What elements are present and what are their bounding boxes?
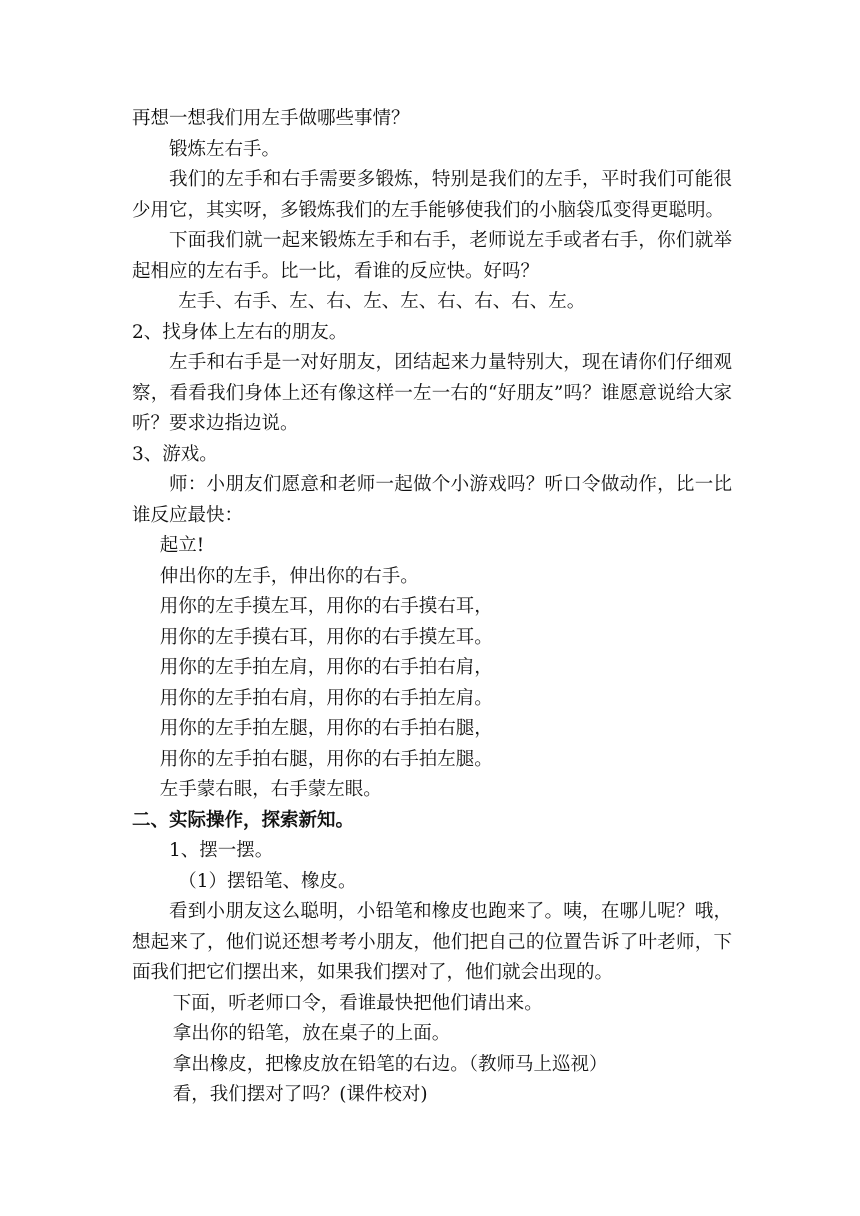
- paragraph-2: 锻炼左右手。: [169, 138, 281, 160]
- paragraph-12: 用你的左手摸左耳，用你的右手摸右耳，: [159, 596, 493, 617]
- paragraph-6: 2、找身体上左右的朋友。: [132, 321, 348, 343]
- paragraph-20: 1、摆一摆。: [169, 840, 274, 861]
- paragraph-1: 再想一想我们用左手做哪些事情？: [132, 108, 410, 129]
- paragraph-9: 师：小朋友们愿意和老师一起做个小游戏吗？听口令做动作，比一比谁反应最快：: [132, 474, 732, 526]
- paragraph-10: 起立!: [159, 535, 205, 556]
- paragraph-22: 看到小朋友这么聪明，小铅笔和橡皮也跑来了。咦，在哪儿呢？哦，想起来了，他们说还想考考小朋友，他们把自己的位置告诉了叶老师，下面我们把它们摆出来，如果我们摆对了，他们就会出现的。: [132, 901, 732, 983]
- paragraph-8: 3、游戏。: [132, 443, 218, 465]
- paragraph-15: 用你的左手拍右肩，用你的右手拍左肩。: [159, 687, 493, 709]
- section-heading: 二、实际操作，探索新知。: [132, 809, 355, 831]
- paragraph-21: （1）摆铅笔、橡皮。: [178, 870, 357, 892]
- paragraph-24: 拿出你的铅笔，放在桌子的上面。: [172, 1023, 451, 1044]
- paragraph-5: 左手、右手、左、右、左、左、右、右、右、左。: [178, 291, 586, 312]
- paragraph-11: 伸出你的左手，伸出你的右手。: [159, 565, 419, 587]
- paragraph-7: 左手和右手是一对好朋友，团结起来力量特别大，现在请你们仔细观察，看看我们身体上还有像这样一左一右的“好朋友”吗？谁愿意说给大家听？要求边指边说。: [132, 352, 732, 434]
- paragraph-23: 下面，听老师口令，看谁最快把他们请出来。: [172, 992, 543, 1014]
- paragraph-14: 用你的左手拍左肩，用你的右手拍右肩，: [159, 657, 493, 678]
- paragraph-26: 看，我们摆对了吗？(课件校对): [172, 1084, 428, 1105]
- paragraph-18: 左手蒙右眼，右手蒙左眼。: [159, 779, 382, 800]
- document-body: [132, 104, 732, 1111]
- paragraph-17: 用你的左手拍右腿，用你的右手拍左腿。: [159, 748, 493, 770]
- paragraph-16: 用你的左手拍左腿，用你的右手拍右腿，: [159, 718, 493, 739]
- paragraph-13: 用你的左手摸右耳，用你的右手摸左耳。: [159, 626, 493, 648]
- paragraph-3: 我们的左手和右手需要多锻炼，特别是我们的左手，平时我们可能很少用它，其实呀，多锻炼我们的左手能够使我们的小脑袋瓜变得更聪明。: [132, 169, 732, 221]
- paragraph-4: 下面我们就一起来锻炼左手和右手，老师说左手或者右手，你们就举起相应的左右手。比一比，看谁的反应快。好吗？: [132, 230, 732, 282]
- paragraph-25: 拿出橡皮，把橡皮放在铅笔的右边。（教师马上巡视）: [172, 1053, 608, 1075]
